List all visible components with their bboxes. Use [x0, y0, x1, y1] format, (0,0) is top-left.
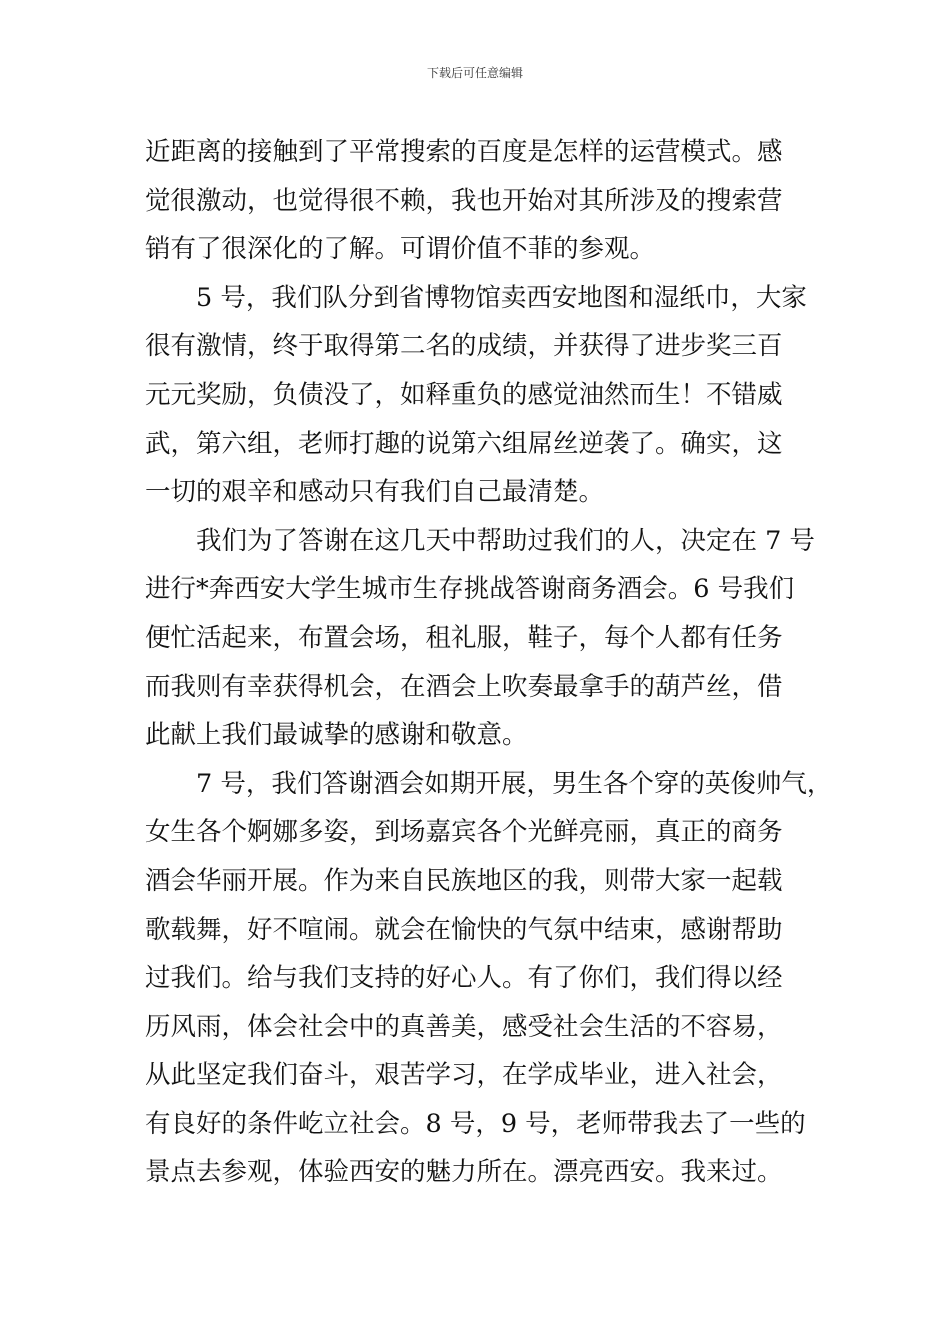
- paragraph-start-line: 我们为了答谢在这几天中帮助过我们的人，决定在 7 号: [196, 525, 815, 556]
- text-line: 从此坚定我们奋斗，艰苦学习，在学成毕业，进入社会，: [145, 1060, 783, 1091]
- text-line: 销有了很深化的了解。可谓价值不菲的参观。: [145, 234, 656, 265]
- text-line: 过我们。给与我们支持的好心人。有了你们，我们得以经: [145, 963, 783, 994]
- text-line: 一切的艰辛和感动只有我们自己最清楚。: [145, 477, 605, 508]
- text-line: 有良好的条件屹立社会。8 号，9 号，老师带我去了一些的: [145, 1108, 806, 1139]
- text-line: 历风雨，体会社会中的真善美，感受社会生活的不容易，: [145, 1011, 783, 1042]
- paragraph-start-line: 5 号，我们队分到省博物馆卖西安地图和湿纸巾，大家: [196, 282, 807, 313]
- text-line: 便忙活起来，布置会场，租礼服，鞋子，每个人都有任务: [145, 622, 783, 653]
- text-line: 武，第六组，老师打趣的说第六组屌丝逆袭了。确实，这: [145, 428, 783, 459]
- text-line: 而我则有幸获得机会，在酒会上吹奏最拿手的葫芦丝，借: [145, 671, 783, 702]
- text-line: 进行*奔西安大学生城市生存挑战答谢商务酒会。6 号我们: [145, 574, 795, 605]
- text-line: 歌载舞，好不喧闹。就会在愉快的气氛中结束，感谢帮助: [145, 914, 783, 945]
- text-line: 此献上我们最诚挚的感谢和敬意。: [145, 720, 528, 751]
- page-header: 下载后可任意编辑: [426, 66, 523, 80]
- text-line: 觉很激动，也觉得很不赖，我也开始对其所涉及的搜索营: [145, 185, 783, 216]
- text-line: 很有激情，终于取得第二名的成绩，并获得了进步奖三百: [145, 331, 783, 362]
- text-line: 近距离的接触到了平常搜索的百度是怎样的运营模式。感: [145, 137, 783, 167]
- text-line: 女生各个婀娜多姿，到场嘉宾各个光鲜亮丽，真正的商务: [145, 817, 783, 848]
- paragraph-start-line: 7 号，我们答谢酒会如期开展，男生各个穿的英俊帅气，: [196, 768, 833, 799]
- document-body: [145, 128, 835, 1197]
- text-line: 酒会华丽开展。作为来自民族地区的我，则带大家一起载: [145, 865, 783, 896]
- text-line: 景点去参观，体验西安的魅力所在。漂亮西安。我来过。: [145, 1157, 783, 1188]
- text-line: 元元奖励，负债没了，如释重负的感觉油然而生！不错威: [145, 379, 783, 410]
